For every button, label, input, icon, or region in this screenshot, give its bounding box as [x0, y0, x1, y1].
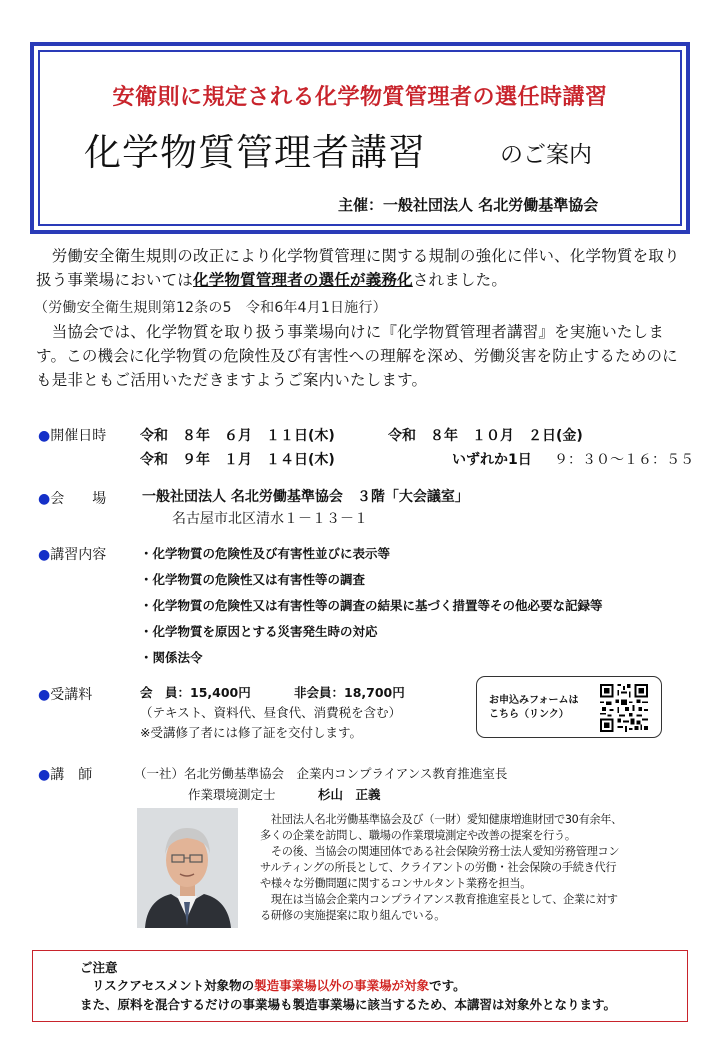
intro-regulation-note: （労働安全衛生規則第12条の5 令和6年4月1日施行）	[34, 300, 387, 316]
header-subtitle: 安衛則に規定される化学物質管理者の選任時講習	[112, 84, 608, 110]
lecturer-photo	[137, 808, 238, 928]
bullet-icon: ●	[38, 767, 51, 783]
title-suffix: のご案内	[500, 142, 592, 168]
venue-name: 一般社団法人 名北労働基準協会 ３階「大会議室」	[142, 489, 469, 505]
bullet-icon: ●	[38, 491, 51, 507]
notice-title: ご注意	[80, 960, 118, 975]
schedule-date-2: 令和 ８年 １０月 ２日(金)	[388, 428, 583, 444]
fee-includes: （テキスト、資料代、昼食代、消費税を含む）	[140, 705, 402, 720]
lecturer-label: 講 師	[50, 767, 93, 783]
venue-address: 名古屋市北区清水１－１３－１	[172, 511, 368, 527]
lecturer-name: 杉山 正義	[318, 787, 381, 802]
contents-item: ・化学物質の危険性又は有害性等の調査の結果に基づく措置等その他必要な記録等	[140, 598, 603, 613]
fee-member: 会 員：15,400円	[140, 685, 251, 700]
mandatory-emphasis: 化学物質管理者の選任が義務化	[193, 271, 413, 289]
lecturer-section	[38, 764, 92, 784]
page-title: 化学物質管理者講習	[84, 131, 426, 174]
fee-section	[38, 684, 92, 704]
contents-item: ・化学物質の危険性及び有害性並びに表示等	[140, 546, 391, 561]
contents-item: ・化学物質の危険性又は有害性等の調査	[140, 572, 366, 587]
lecturer-org: （一社）名北労働基準協会 企業内コンプライアンス教育推進室長	[134, 766, 508, 781]
lecturer-bio: 社団法人名北労働基準協会及び（一財）愛知健康増進財団で30有余年、 多くの企業を訪問し、職場の作業環境測定や改善の提案を行う。 その後、当協会の関連団体である社会保険労務士法人愛知労務管理コン サルティングの所長として、クライアントの労働・社会保険の手続き代行 や様々な労働問題に関するコンサルタント業務を担当。 現在は当協会企業内コンプライアンス教育推進室長として、企業に対す る研修の実施提案に取り組んでいる。	[260, 813, 623, 922]
intro-paragraph-1: 労働安全衛生規則の改正により化学物質管理に関する規制の強化に伴い、化学物質を取り扱う事業場においては化学物質管理者の選任が義務化されました。	[36, 247, 680, 289]
bullet-icon: ●	[38, 687, 51, 703]
contents-item: ・化学物質を原因とする災害発生時の対応	[140, 624, 378, 639]
fee-label: 受講料	[50, 687, 93, 703]
application-form-text[interactable]: お申込みフォームは こちら（リンク）	[489, 695, 579, 720]
lecturer-title: 作業環境測定士	[188, 787, 276, 802]
schedule-time: ９：３０〜１６：５５	[554, 452, 694, 468]
contents-label: 講習内容	[50, 547, 107, 563]
fee-certificate: ※受講修了者には修了証を交付します。	[140, 725, 362, 740]
organizer: 主催：一般社団法人 名北労働基準協会	[338, 196, 599, 214]
contents-section	[38, 544, 106, 564]
notice-line-1: リスクアセスメント対象物の製造事業場以外の事業場が対象です。	[92, 978, 466, 993]
bullet-icon: ●	[38, 428, 51, 444]
venue-label: 会 場	[50, 491, 107, 507]
qr-code-icon[interactable]	[600, 684, 648, 732]
schedule-section	[38, 425, 106, 445]
schedule-label: 開催日時	[50, 428, 107, 444]
fee-nonmember: 非会員：18,700円	[294, 685, 405, 700]
intro-paragraph-2: 当協会では、化学物質を取り扱う事業場向けに『化学物質管理者講習』を実施いたします。この機会に化学物質の危険性及び有害性への理解を深め、労働災害を防止するためのにも是非ともご活用いただきますようご案内いたします。	[36, 323, 678, 389]
schedule-either: いずれか1日	[452, 452, 532, 468]
notice-target-emphasis: 製造事業場以外の事業場が対象	[254, 978, 430, 993]
contents-item: ・関係法令	[140, 650, 203, 665]
notice-line-2: また、原料を混合するだけの事業場も製造事業場に該当するため、本講習は対象外となります。	[80, 997, 617, 1012]
venue-section	[38, 488, 106, 508]
bullet-icon: ●	[38, 547, 51, 563]
schedule-date-1: 令和 ８年 ６月 １１日(木)	[140, 428, 335, 444]
schedule-date-3: 令和 ９年 １月 １４日(木)	[140, 452, 335, 468]
